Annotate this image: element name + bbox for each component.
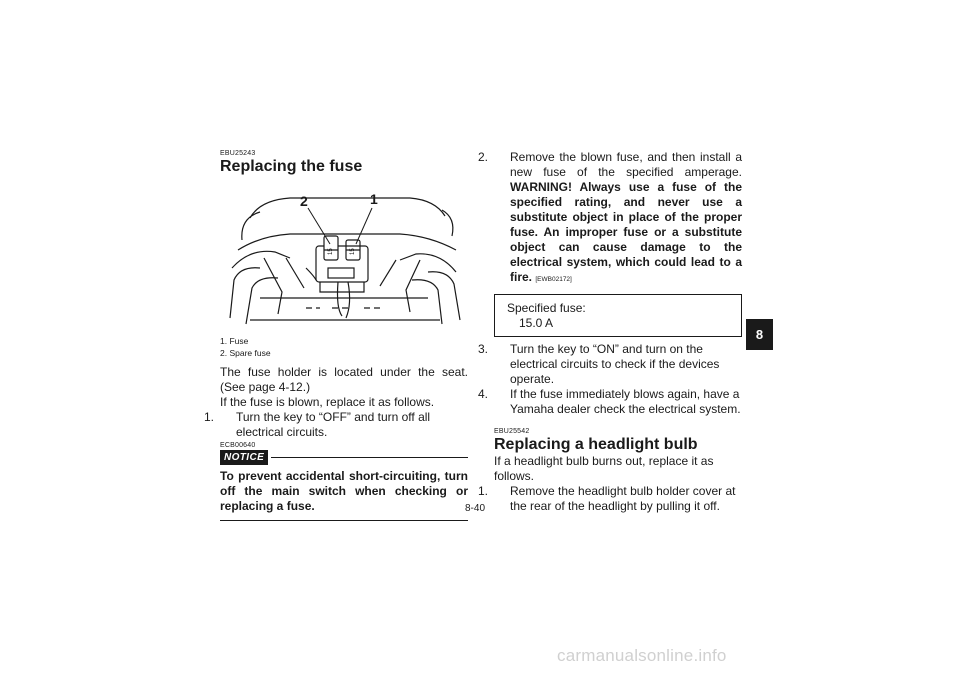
notice-rule <box>271 457 468 459</box>
headlight-step-1 <box>478 484 742 514</box>
notice-text: To prevent accidental short-circuiting, turn off the main switch when checking or replacing a fuse. <box>220 469 468 513</box>
step-2-warning: WARNING! Always use a fuse of the specified rating, and never use a substitute object in place of the proper fuse. An improper fuse or a substitute object can cause damage to the electrical system, which could lead to a fire. <box>510 180 742 284</box>
step-3-number: 3. <box>478 342 489 356</box>
notice-header <box>220 450 468 465</box>
page-number: 8-40 <box>465 503 486 514</box>
headlight-step-1-text: Remove the headlight bulb holder cover at the rear of the headlight by pulling it off. <box>510 484 736 513</box>
step-2-text: Remove the blown fuse, and then install a new fuse of the specified amperage. <box>510 150 742 179</box>
fuse-drawing <box>220 188 468 328</box>
headlight-step-1-number: 1. <box>478 484 489 498</box>
step-3 <box>478 342 742 387</box>
step-4 <box>478 387 742 417</box>
section-heading: Replacing the fuse <box>220 158 363 175</box>
fuse-illustration <box>220 188 468 328</box>
section-code: EBU25243 <box>220 150 256 157</box>
step-3-text: Turn the key to “ON” and turn on the electrical circuits to check if the devices operate. <box>510 342 720 386</box>
figure-captions <box>220 335 468 359</box>
specified-fuse-box <box>494 294 742 337</box>
callout-2: 2 <box>300 193 308 209</box>
warning-ref-code: [EWB02172] <box>535 276 572 283</box>
step-1 <box>204 410 468 440</box>
step-4-text: If the fuse immediately blows again, have a Yamaha dealer check the electrical system. <box>510 387 741 416</box>
fuse-label: 15 <box>328 248 334 255</box>
left-column <box>204 150 468 521</box>
watermark: carmanualsonline.info <box>557 646 727 665</box>
callout-1: 1 <box>370 191 378 207</box>
paragraph-replace-intro: If the fuse is blown, replace it as follows. <box>220 395 435 409</box>
step-2-number: 2. <box>478 150 489 164</box>
notice-code: ECB00640 <box>220 442 256 449</box>
chapter-tab: 8 <box>746 319 773 350</box>
step-2 <box>478 150 742 287</box>
right-column <box>478 150 742 514</box>
section-heading-2: Replacing a headlight bulb <box>494 436 698 453</box>
paragraph-fuse-location: The fuse holder is located under the seat. (See page 4-12.) <box>220 365 468 394</box>
caption-spare-fuse: 2. Spare fuse <box>220 348 271 358</box>
spec-value: 15.0 A <box>519 316 554 330</box>
spec-label: Specified fuse: <box>507 301 586 315</box>
notice-bottom-rule <box>220 520 468 521</box>
spare-fuse-label: 15 <box>350 248 356 255</box>
paragraph-headlight-intro: If a headlight bulb burns out, replace it as follows. <box>494 454 714 483</box>
caption-fuse: 1. Fuse <box>220 336 249 346</box>
notice-badge: NOTICE <box>220 450 268 465</box>
step-1-number: 1. <box>204 410 215 424</box>
step-4-number: 4. <box>478 387 489 401</box>
step-1-text: Turn the key to “OFF” and turn off all electrical circuits. <box>236 410 431 439</box>
section-code-2: EBU25542 <box>494 428 530 435</box>
